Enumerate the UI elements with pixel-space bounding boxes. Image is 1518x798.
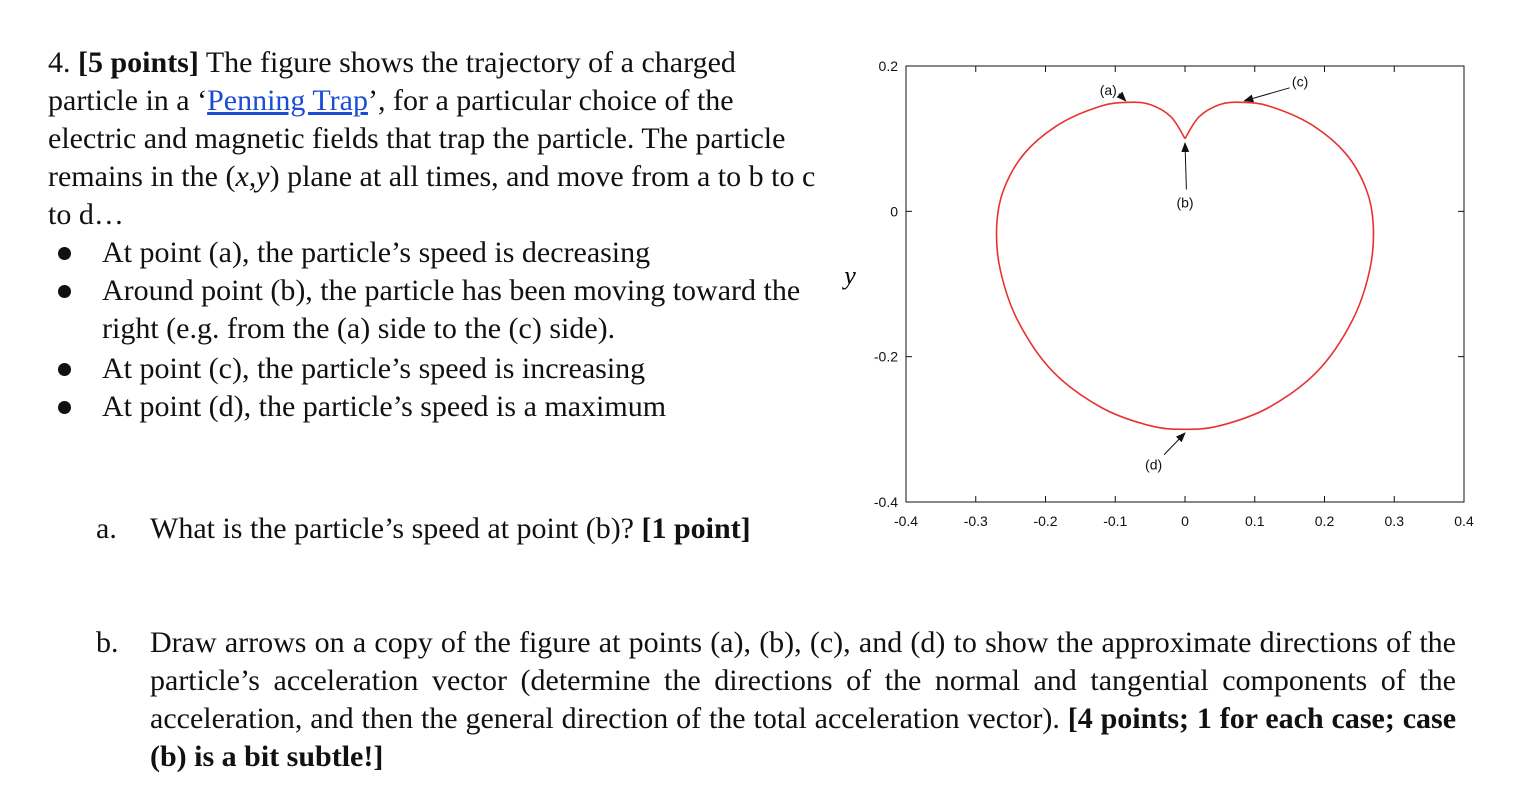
- y-tick-label: 0.2: [878, 58, 898, 74]
- bullet-icon: [58, 363, 71, 376]
- condition-list: [48, 234, 828, 426]
- intro-text-3: ) plane at all times, and move from a to b to c to d…: [48, 160, 816, 231]
- part-b-body: [150, 624, 1456, 776]
- part-b-points: [4 points; 1 for each case; case (b) is a bit subtle!]: [150, 702, 1457, 773]
- x-tick-label: 0.1: [1245, 513, 1265, 529]
- x-tick-label: 0.2: [1314, 513, 1335, 529]
- part-a-text: What is the particle’s speed at point (b)?: [150, 512, 642, 545]
- y-axis-label: y: [844, 261, 856, 290]
- penning-trap-link[interactable]: Penning Trap: [207, 84, 368, 117]
- question-block: [48, 44, 828, 426]
- annotation-label: (c): [1291, 73, 1309, 90]
- question-number: 4.: [48, 46, 71, 79]
- condition-item: [48, 234, 828, 272]
- x-tick-label: -0.4: [893, 513, 919, 529]
- condition-text: At point (d), the particle’s speed is a maximum: [102, 390, 667, 423]
- plot-frame: [906, 66, 1464, 502]
- part-a-points: [1 point]: [641, 512, 751, 545]
- part-a-body: [150, 510, 776, 548]
- intro-text-2: ’, for a particular choice of the electric and magnetic fields that trap the particle. The particle remains in the (: [48, 84, 786, 193]
- condition-item: [48, 388, 828, 426]
- part-b: [96, 624, 1456, 776]
- trajectory-figure: [830, 40, 1490, 540]
- condition-text: At point (a), the particle’s speed is decreasing: [102, 236, 651, 269]
- part-b-text: Draw arrows on a copy of the figure at points (a), (b), (c), and (d) to show the approximate directions of the particle’s acceleration vector (determine the directions of the normal and tangential components of the acceleration, and then the general direction of the total acceleration vector).: [150, 626, 1456, 735]
- part-a: [96, 510, 776, 548]
- annotation-arrow: [1244, 88, 1289, 101]
- annotation-arrow: [1119, 94, 1126, 101]
- annotation-arrow: [1185, 143, 1186, 190]
- condition-text: Around point (b), the particle has been moving toward the right (e.g. from the (a) side to the (c) side).: [102, 274, 801, 345]
- annotation-c: [1244, 73, 1308, 101]
- bullet-icon: [58, 285, 71, 298]
- x-tick-label: 0.3: [1384, 513, 1404, 529]
- annotation-label: (a): [1099, 82, 1117, 99]
- y-tick-label: 0: [890, 203, 898, 220]
- y-tick-label: -0.2: [873, 348, 898, 365]
- point-annotations: [1100, 73, 1309, 472]
- condition-text: At point (c), the particle’s speed is increasing: [102, 352, 646, 385]
- bullet-icon: [58, 247, 71, 260]
- x-tick-label: -0.1: [1103, 513, 1128, 529]
- annotation-label: (b): [1176, 194, 1194, 211]
- question-points: [5 points]: [78, 46, 199, 79]
- question-intro: [48, 44, 828, 234]
- annotation-arrow: [1164, 433, 1185, 455]
- annotation-a: [1100, 82, 1126, 101]
- intro-text-1: The figure shows the trajectory of a charged particle in a ‘: [48, 46, 736, 117]
- x-tick-label: -0.2: [1033, 513, 1058, 529]
- part-b-label: b.: [96, 626, 119, 659]
- bullet-icon: [58, 401, 71, 414]
- part-a-label: a.: [96, 512, 117, 545]
- axis-ticks: [874, 58, 1474, 529]
- annotation-b: [1176, 143, 1193, 211]
- x-tick-label: -0.3: [963, 513, 988, 529]
- xy-variable: x,y: [235, 160, 270, 193]
- y-tick-label: -0.4: [873, 494, 898, 510]
- annotation-label: (d): [1145, 456, 1163, 473]
- annotation-d: [1145, 433, 1185, 472]
- x-tick-label: 0: [1181, 513, 1189, 529]
- condition-item: [48, 272, 828, 348]
- condition-item: [48, 350, 828, 388]
- x-tick-label: 0.4: [1454, 513, 1474, 529]
